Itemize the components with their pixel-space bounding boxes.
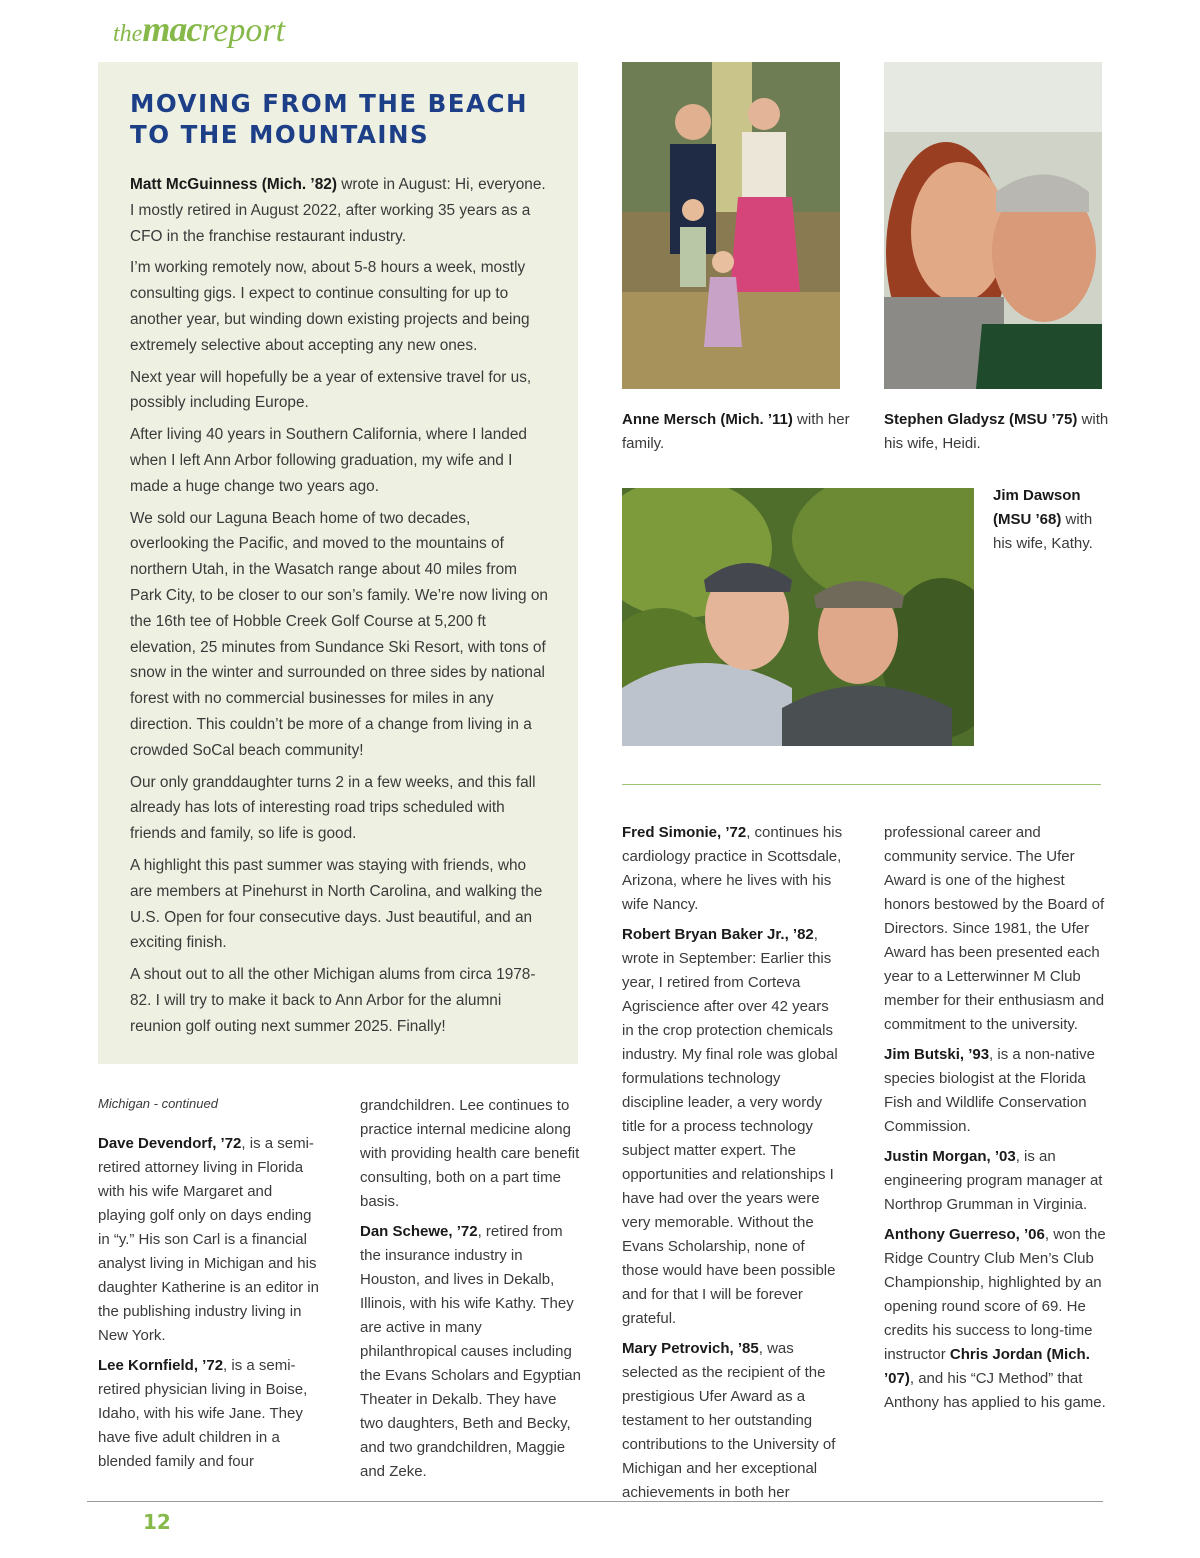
masthead-the: the xyxy=(113,21,143,47)
note-name: Lee Kornfield, ’72 xyxy=(98,1357,224,1374)
note-name: Fred Simonie, ’72 xyxy=(622,824,747,841)
class-note-continued: grandchildren. Lee continues to practice internal medicine along with providing health care benefit consulting, both on a part time basis. xyxy=(360,1097,580,1210)
class-note xyxy=(98,1132,320,1348)
section-divider xyxy=(622,784,1101,785)
class-note xyxy=(884,1043,1106,1139)
feature-paragraph: Next year will hopefully be a year of extensive travel for us, possibly including Europe. xyxy=(130,368,532,412)
feature-title-line2: TO THE MOUNTAINS xyxy=(130,120,430,149)
notes-column-1 xyxy=(98,1094,320,1480)
note-text: , and his “CJ Method” that Anthony has applied to his game. xyxy=(884,1370,1106,1411)
author-name: Matt McGuinness (Mich. ’82) xyxy=(130,176,337,193)
feature-paragraph: A highlight this past summer was staying with friends, who are members at Pinehurst in North Carolina, and walking the U.S. Open for four consecutive days. Just beautiful, and an exciting finish. xyxy=(130,856,543,952)
masthead-mac: mac xyxy=(142,9,202,49)
photo-gladysz-couple xyxy=(884,62,1102,389)
caption-name: Stephen Gladysz (MSU ’75) xyxy=(884,411,1078,428)
class-note xyxy=(884,1223,1106,1415)
forest-couple-photo-illustration xyxy=(622,488,974,746)
caption-gladysz xyxy=(884,408,1114,456)
family-photo-illustration xyxy=(622,62,840,389)
class-note xyxy=(622,821,844,917)
note-name: Robert Bryan Baker Jr., ’82 xyxy=(622,926,814,943)
notes-column-2 xyxy=(360,1094,582,1490)
note-text: , is a non-native species biologist at the Florida Fish and Wildlife Conservation Commission. xyxy=(884,1046,1095,1135)
note-text: , won the Ridge Country Club Men’s Club Championship, highlighted by an opening round score of 69. He credits his success to long-time instructor xyxy=(884,1226,1106,1363)
class-note xyxy=(622,923,844,1331)
feature-body xyxy=(130,172,550,1046)
class-note-continued: professional career and community service. The Ufer Award is one of the highest honors bestowed by the Board of Directors. Since 1981, the Ufer Award has been presented each year to a Letterwinner M Club member for their enthusiasm and commitment to the university. xyxy=(884,824,1105,1033)
note-text: , was selected as the recipient of the prestigious Ufer Award as a testament to her outstanding contributions to the University of Michigan and her exceptional achievements in both her xyxy=(622,1340,836,1501)
caption-text: with her family. xyxy=(622,411,850,452)
class-note xyxy=(98,1354,320,1474)
feature-paragraph xyxy=(130,172,550,249)
note-text: , is a semi-retired attorney living in Florida with his wife Margaret and playing golf only on days ending in “y.” His son Carl is a financial analyst living in Michigan and his daughter Katherine is an editor in the publishing industry living in New York. xyxy=(98,1135,319,1344)
page-number: 12 xyxy=(143,1510,171,1534)
note-text: , is an engineering program manager at Northrop Grumman in Virginia. xyxy=(884,1148,1103,1213)
note-name: Dan Schewe, ’72 xyxy=(360,1223,478,1240)
feature-paragraph: I’m working remotely now, about 5-8 hours a week, mostly consulting gigs. I expect to continue consulting for up to another year, but winding down existing projects and being extremely selective about accepting any new ones. xyxy=(130,259,530,354)
feature-paragraph: After living 40 years in Southern California, where I landed when I left Ann Arbor following graduation, my wife and I made a huge change two years ago. xyxy=(130,426,527,495)
caption-name: Jim Dawson (MSU ’68) xyxy=(993,487,1081,528)
feature-title xyxy=(130,88,560,150)
note-text: , retired from the insurance industry in Houston, and lives in Dekalb, Illinois, with his wife Kathy. They are active in many philanthropical causes including the Evans Scholars and Egyptian Theater in Dekalb. They have two daughters, Beth and Becky, and two grandchildren, Maggie and Zeke. xyxy=(360,1223,581,1480)
class-note xyxy=(884,1145,1106,1217)
note-name: Anthony Guerreso, ’06 xyxy=(884,1226,1045,1243)
feature-paragraph: We sold our Laguna Beach home of two decades, overlooking the Pacific, and moved to the mountains of northern Utah, in the Wasatch range about 40 miles from Park City, to be closer to our son’s family. We’re now living on the 16th tee of Hobble Creek Golf Course at 5,200 ft elevation, 25 minutes from Sundance Ski Resort, with tons of snow in the winter and surrounded on three sides by national forest with no commercial businesses for miles in any direction. This couldn’t be more of a change from living in a crowded SoCal beach community! xyxy=(130,509,548,759)
caption-name: Anne Mersch (Mich. ’11) xyxy=(622,411,793,428)
note-name: Mary Petrovich, ’85 xyxy=(622,1340,759,1357)
couple-photo-illustration xyxy=(884,62,1102,389)
feature-title-line1: MOVING FROM THE BEACH xyxy=(130,89,528,118)
caption-dawson xyxy=(993,484,1103,556)
feature-paragraph: Our only granddaughter turns 2 in a few weeks, and this fall already has lots of interesting road trips scheduled with friends and family, so life is good. xyxy=(130,773,536,843)
masthead-logo xyxy=(113,8,285,50)
notes-column-3 xyxy=(622,821,844,1511)
feature-paragraph: A shout out to all the other Michigan alums from circa 1978-82. I will try to make it back to Ann Arbor for the alumni reunion golf outing next summer 2025. Finally! xyxy=(130,966,536,1035)
footer-rule xyxy=(87,1501,1103,1502)
caption-text: with his wife, Heidi. xyxy=(884,411,1109,452)
caption-text: with his wife, Kathy. xyxy=(993,511,1093,552)
feature-box xyxy=(98,62,578,1064)
photo-mersch-family xyxy=(622,62,840,389)
class-note xyxy=(622,1337,844,1505)
note-name-secondary: Chris Jordan (Mich. ’07) xyxy=(884,1346,1090,1387)
note-name: Justin Morgan, ’03 xyxy=(884,1148,1016,1165)
note-text: , continues his cardiology practice in Scottsdale, Arizona, where he lives with his wife Nancy. xyxy=(622,824,843,913)
note-name: Jim Butski, ’93 xyxy=(884,1046,990,1063)
note-text: , wrote in September: Earlier this year, I retired from Corteva Agriscience after over 42 years in the crop protection chemicals industry. My final role was global formulations technology discipline leader, a very wordy title for a process technology subject matter expert. The opportunities and relationships I have had over the years were very memorable. Without the Evans Scholarship, none of those would have been possible and for that I will be forever grateful. xyxy=(622,926,838,1327)
photo-dawson-couple xyxy=(622,488,974,746)
notes-column-4 xyxy=(884,821,1106,1421)
continued-label: Michigan - continued xyxy=(98,1096,218,1111)
note-text: , is a semi-retired physician living in Boise, Idaho, with his wife Jane. They have five adult children in a blended family and four xyxy=(98,1357,308,1470)
paragraph-text: wrote in August: Hi, everyone. I mostly retired in August 2022, after working 35 years as a CFO in the franchise restaurant industry. xyxy=(130,176,546,245)
caption-mersch xyxy=(622,408,852,456)
note-name: Dave Devendorf, ’72 xyxy=(98,1135,242,1152)
masthead-report: report xyxy=(201,12,286,49)
class-note xyxy=(360,1220,582,1484)
